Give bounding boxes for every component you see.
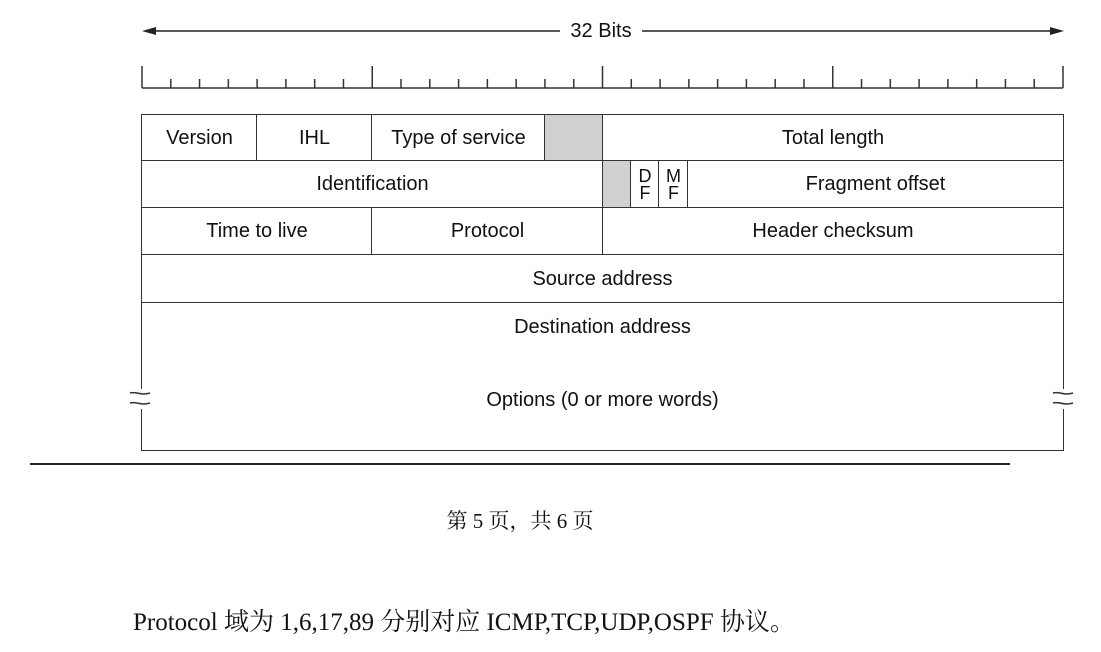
bit-width-label: 32 Bits [560,18,642,44]
mf-flag-letter-1: M [666,165,681,186]
field-version: Version [141,114,258,162]
field-reserved-bits [544,114,604,162]
page-divider [30,463,1010,465]
field-protocol: Protocol [371,207,604,256]
field-time-to-live: Time to live [141,207,373,256]
field-destination-address: Destination address [141,302,1064,352]
field-options [141,350,1064,451]
df-flag-letter-2: F [639,182,651,203]
field-identification: Identification [141,160,604,209]
options-break-mark-right [1049,384,1079,414]
protocol-note: Protocol 域为 1,6,17,89 分别对应 ICMP,TCP,UDP,OSPF 协议。 [133,609,795,636]
field-total-length: Total length [602,114,1064,162]
bit-ruler [142,66,1063,88]
field-mf-flag [658,160,689,209]
field-type-of-service: Type of service [371,114,546,162]
field-header-checksum: Header checksum [602,207,1064,256]
field-options-label: Options (0 or more words) [486,388,719,411]
field-source-address: Source address [141,254,1064,304]
df-flag-letter-1: D [638,165,652,186]
field-fragment-offset: Fragment offset [687,160,1064,209]
options-break-mark-left [126,384,156,414]
page-indicator: 第 5 页，共 6 页 [446,509,594,533]
field-reserved-flag [602,160,632,209]
mf-flag-letter-2: F [668,182,679,203]
bit-width-arrow [0,0,1101,100]
field-df-flag [630,160,660,209]
field-ihl: IHL [256,114,373,162]
